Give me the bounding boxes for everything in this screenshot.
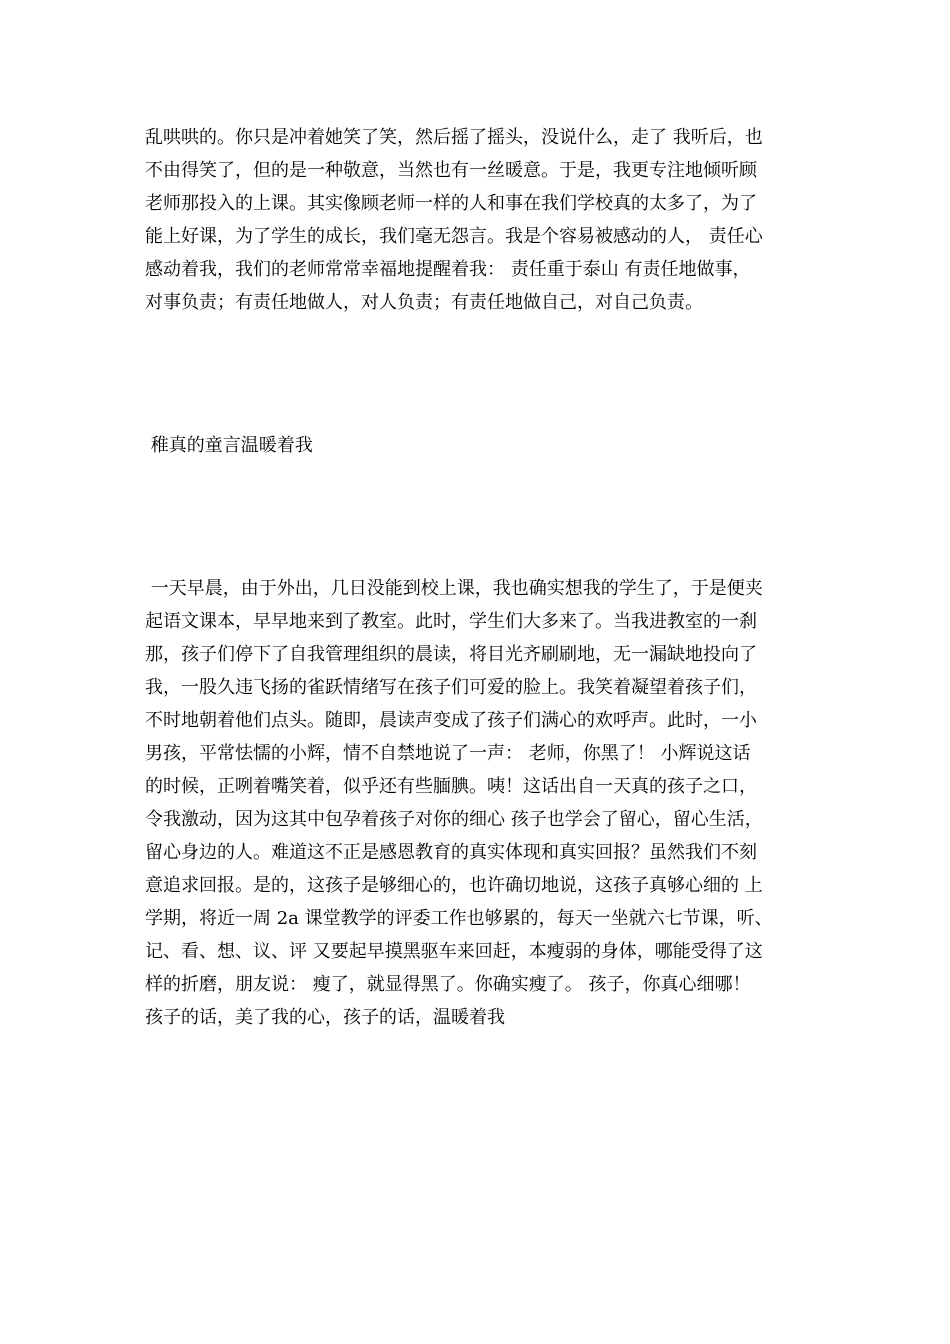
text-line: 对事负责；有责任地做人，对人负责；有责任地做自己，对自己负责。	[145, 292, 703, 313]
text-line: 感动着我，我们的老师常常幸福地提醒着我： 责任重于泰山 有责任地做事，	[145, 259, 751, 280]
text-line: 意追求回报。是的，这孩子是够细心的，也许确切地说，这孩子真够心细的 上	[145, 875, 763, 896]
text-line: 乱哄哄的。你只是冲着她笑了笑，然后摇了摇头，没说什么，走了 我听后，也	[145, 127, 763, 148]
text-line: 能上好课，为了学生的成长，我们毫无怨言。我是个容易被感动的人， 责任心	[145, 226, 763, 247]
text-line: 孩子的话，美了我的心，孩子的话，温暖着我	[145, 1007, 505, 1028]
text-line: 男孩，平常怯懦的小辉，情不自禁地说了一声： 老师，你黑了！ 小辉说这话	[145, 743, 751, 764]
text-line: 学期，将近一周 2a 课堂教学的评委工作也够累的，每天一坐就六七节课，听、	[145, 908, 773, 929]
text-line: 不由得笑了，但的是一种敬意，当然也有一丝暖意。于是，我更专注地倾听顾	[145, 160, 757, 181]
text-line: 老师那投入的上课。其实像顾老师一样的人和事在我们学校真的太多了，为了	[145, 193, 757, 214]
text-line: 样的折磨，朋友说： 瘦了，就显得黑了。你确实瘦了。 孩子，你真心细哪！	[145, 974, 751, 995]
text-line: 令我激动，因为这其中包孕着孩子对你的细心 孩子也学会了留心，留心生活，	[145, 809, 763, 830]
text-line: 那，孩子们停下了自我管理组织的晨读，将目光齐刷刷地，无一漏缺地投向了	[145, 644, 757, 665]
text-line: 一天早晨，由于外出，几日没能到校上课，我也确实想我的学生了，于是便夹	[145, 578, 763, 599]
text-line: 的时候，正咧着嘴笑着，似乎还有些腼腆。咦！这话出自一天真的孩子之口，	[145, 776, 757, 797]
text-line: 记、看、想、议、评 又要起早摸黑驱车来回赶，本瘦弱的身体，哪能受得了这	[145, 941, 763, 962]
text-line: 不时地朝着他们点头。随即，晨读声变成了孩子们满心的欢呼声。此时，一小	[145, 710, 757, 731]
section-heading: 稚真的童言温暖着我	[145, 435, 313, 456]
text-line: 起语文课本，早早地来到了教室。此时，学生们大多来了。当我进教室的一刹	[145, 611, 757, 632]
text-line: 留心身边的人。难道这不正是感恩教育的真实体现和真实回报？虽然我们不刻	[145, 842, 757, 863]
text-line: 我，一股久违飞扬的雀跃情绪写在孩子们可爱的脸上。我笑着凝望着孩子们，	[145, 677, 757, 698]
